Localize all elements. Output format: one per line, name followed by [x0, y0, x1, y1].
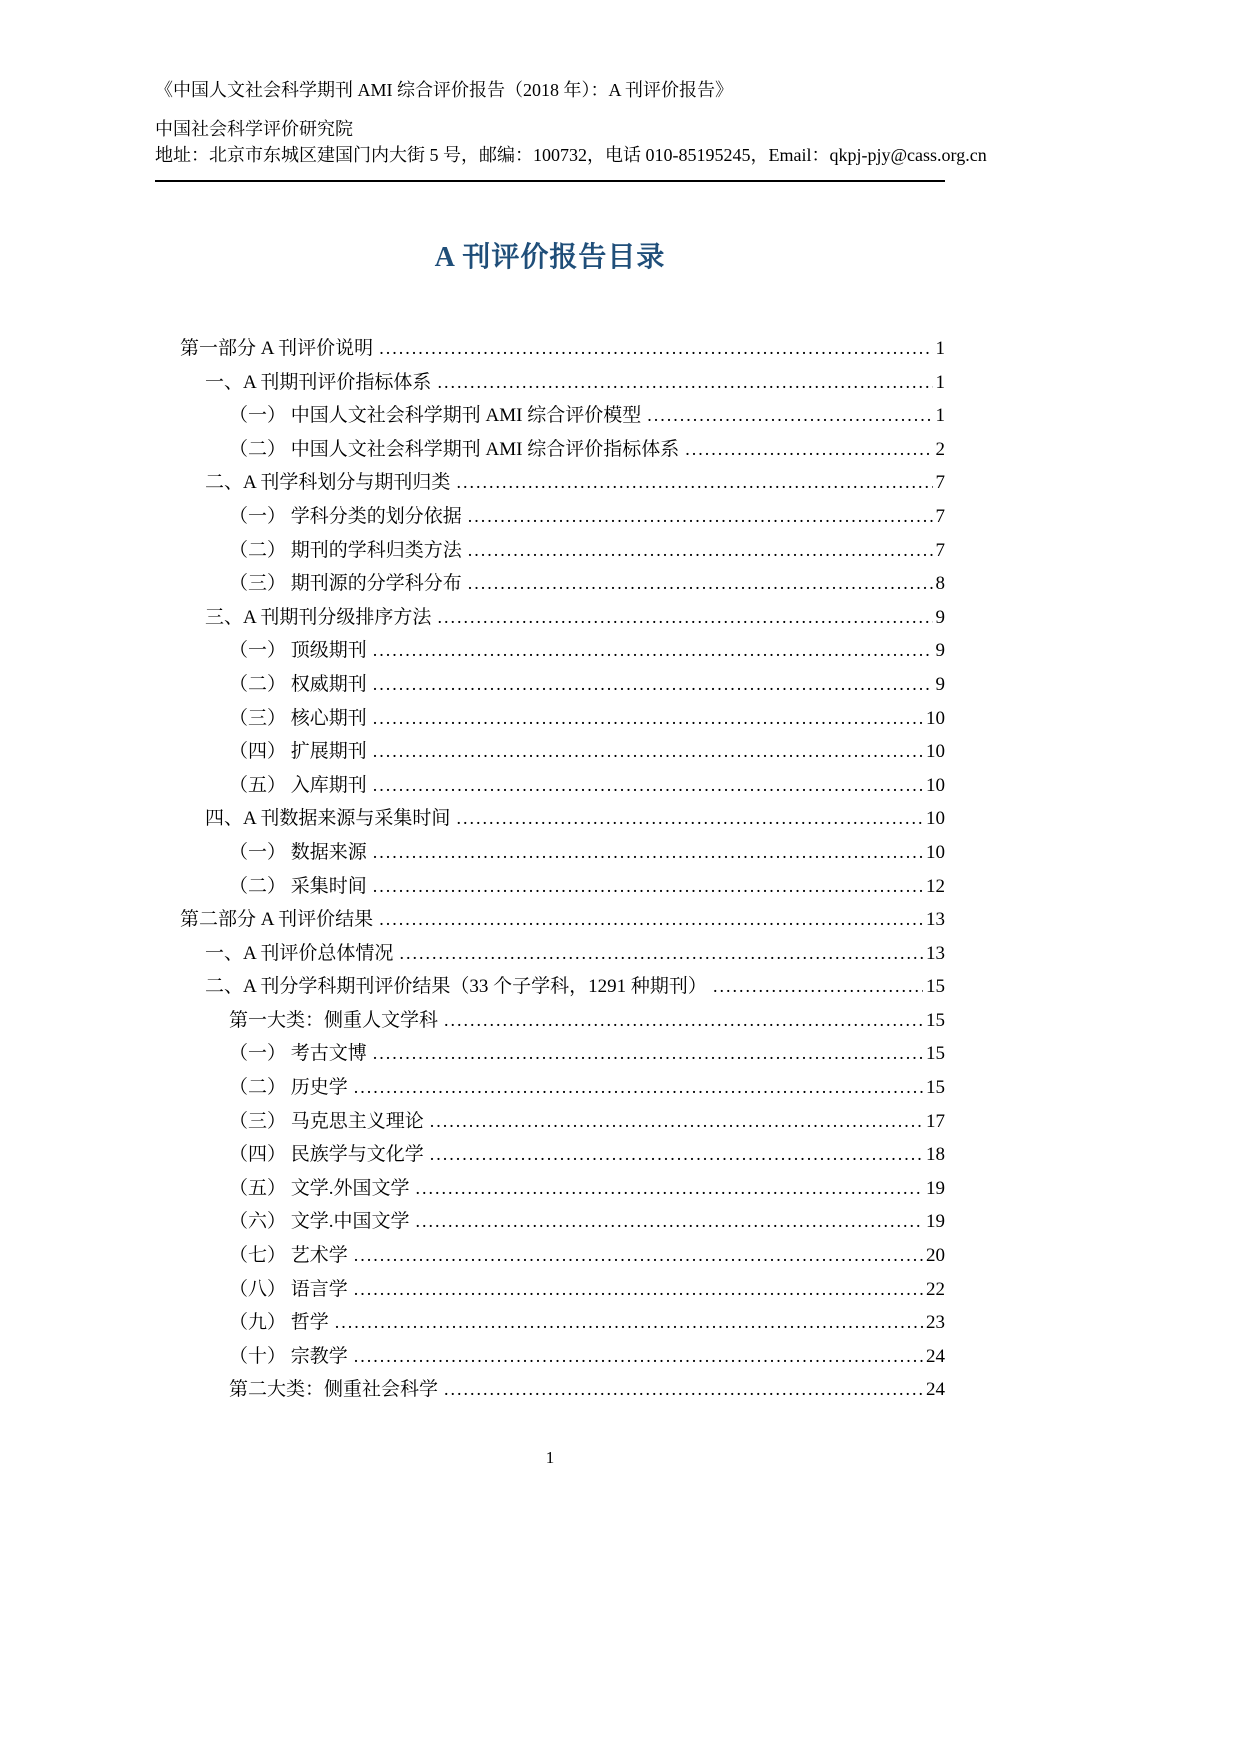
toc-entry: [155, 903, 945, 937]
toc-page-number: 1: [935, 405, 945, 427]
toc-page-number: 13: [926, 942, 945, 964]
toc-page-number: 7: [935, 539, 945, 561]
toc-entry-text: 二、A 刊学科划分与期刊归类: [205, 472, 451, 494]
toc-entry: [155, 970, 945, 1004]
toc-entry-text: 第二部分 A 刊评价结果: [180, 909, 374, 931]
toc-entry-text: （一） 中国人文社会科学期刊 AMI 综合评价模型: [229, 405, 642, 427]
toc-dot-leader: [647, 399, 932, 433]
toc-page-number: 9: [935, 640, 945, 662]
contact-info: 地址：北京市东城区建国门内大街 5 号，邮编：100732，电话 010-85195245，Email：qkpj-pjy@cass.org.cn: [155, 145, 987, 165]
toc-entry-text: （三） 核心期刊: [229, 707, 367, 729]
toc-entry: [155, 1004, 945, 1038]
toc-dot-leader: [379, 903, 923, 937]
toc-entry: [155, 1373, 945, 1407]
page-number: 1: [545, 1448, 555, 1467]
page-content: [155, 0, 987, 1407]
toc-dot-leader: [335, 1306, 923, 1340]
toc-entry-text: 一、A 刊期刊评价指标体系: [205, 371, 432, 393]
toc-page-number: 7: [935, 505, 945, 527]
toc-dot-leader: [379, 332, 932, 366]
toc-entry-text: （六） 文学.中国文学: [229, 1211, 410, 1233]
toc-page-number: 10: [926, 707, 945, 729]
toc-entry: [155, 1273, 945, 1307]
toc-title: A 刊评价报告目录: [434, 242, 666, 273]
toc-dot-leader: [437, 601, 932, 635]
toc-dot-leader: [354, 1071, 923, 1105]
toc-entry-text: （一） 学科分类的划分依据: [229, 505, 462, 527]
toc-dot-leader: [468, 500, 933, 534]
toc-dot-leader: [373, 668, 933, 702]
institute-name: 中国社会科学评价研究院: [155, 119, 353, 139]
toc-dot-leader: [354, 1340, 923, 1374]
toc-dot-leader: [456, 466, 932, 500]
toc-entry: [155, 769, 945, 803]
toc-entry: [155, 567, 945, 601]
toc-page-number: 19: [926, 1211, 945, 1233]
toc-entry-text: 第二大类：侧重社会科学: [229, 1379, 439, 1401]
toc-page-number: 24: [926, 1345, 945, 1367]
toc-entry: [155, 601, 945, 635]
toc-dot-leader: [373, 769, 923, 803]
report-title-line: 《中国人文社会科学期刊 AMI 综合评价报告（2018 年）：A 刊评价报告》: [155, 80, 734, 100]
toc-entry: [155, 500, 945, 534]
toc-dot-leader: [373, 870, 923, 904]
toc-dot-leader: [373, 702, 923, 736]
toc-entry-text: （二） 历史学: [229, 1077, 348, 1099]
toc-entry-text: （七） 艺术学: [229, 1245, 348, 1267]
toc-page-number: 10: [926, 741, 945, 763]
toc-page-number: 15: [926, 1009, 945, 1031]
header-divider: [155, 180, 945, 182]
toc-entry-text: （二） 期刊的学科归类方法: [229, 539, 462, 561]
document-header: [155, 0, 987, 182]
toc-entry-text: 一、A 刊评价总体情况: [205, 942, 394, 964]
toc-dot-leader: [468, 534, 933, 568]
toc-page-number: 2: [935, 438, 945, 460]
toc-entry: [155, 1105, 945, 1139]
toc-dot-leader: [399, 937, 923, 971]
toc-entry-text: （一） 考古文博: [229, 1043, 367, 1065]
toc-entry: [155, 399, 945, 433]
toc-page-number: 12: [926, 875, 945, 897]
toc-dot-leader: [354, 1273, 923, 1307]
toc-entry-text: （一） 数据来源: [229, 841, 367, 863]
toc-entry-text: （四） 民族学与文化学: [229, 1144, 424, 1166]
toc-page-number: 17: [926, 1110, 945, 1132]
toc-dot-leader: [713, 970, 923, 1004]
toc-entry: [155, 1037, 945, 1071]
toc-page-number: 1: [935, 371, 945, 393]
toc-entry-text: （四） 扩展期刊: [229, 741, 367, 763]
toc-dot-leader: [416, 1205, 923, 1239]
toc-entry: [155, 1205, 945, 1239]
toc-entry-text: （九） 哲学: [229, 1312, 329, 1334]
toc-entry-text: （二） 权威期刊: [229, 673, 367, 695]
toc-dot-leader: [373, 836, 923, 870]
toc-page-number: 8: [935, 573, 945, 595]
toc-page-number: 15: [926, 976, 945, 998]
toc-page-number: 10: [926, 808, 945, 830]
toc-entry: [155, 1138, 945, 1172]
toc-entry: [155, 1071, 945, 1105]
toc-list: [155, 332, 945, 1407]
toc-entry: [155, 1239, 945, 1273]
toc-entry: [155, 366, 945, 400]
toc-entry: [155, 634, 945, 668]
toc-entry: [155, 836, 945, 870]
toc-dot-leader: [354, 1239, 923, 1273]
toc-page-number: 10: [926, 841, 945, 863]
toc-page-number: 15: [926, 1077, 945, 1099]
toc-dot-leader: [444, 1004, 923, 1038]
toc-entry-text: （五） 文学.外国文学: [229, 1177, 410, 1199]
toc-page-number: 24: [926, 1379, 945, 1401]
toc-page-number: 20: [926, 1245, 945, 1267]
toc-entry-text: 三、A 刊期刊分级排序方法: [205, 606, 432, 628]
toc-dot-leader: [437, 366, 932, 400]
toc-entry: [155, 870, 945, 904]
toc-page-number: 7: [935, 472, 945, 494]
toc-page-number: 15: [926, 1043, 945, 1065]
toc-entry: [155, 668, 945, 702]
toc-entry: [155, 1340, 945, 1374]
toc-entry-text: （五） 入库期刊: [229, 774, 367, 796]
toc-page-number: 1: [935, 338, 945, 359]
toc-page-number: 9: [935, 606, 945, 628]
toc-dot-leader: [373, 735, 923, 769]
toc-entry-text: （一） 顶级期刊: [229, 640, 367, 662]
toc-dot-leader: [685, 433, 932, 467]
toc-entry: [155, 937, 945, 971]
toc-entry: [155, 332, 945, 366]
toc-entry-text: （二） 中国人文社会科学期刊 AMI 综合评价指标体系: [229, 438, 680, 460]
toc-entry-text: （二） 采集时间: [229, 875, 367, 897]
toc-dot-leader: [468, 567, 933, 601]
toc-dot-leader: [373, 634, 933, 668]
toc-entry: [155, 735, 945, 769]
toc-page-number: 18: [926, 1144, 945, 1166]
toc-entry: [155, 466, 945, 500]
toc-entry: [155, 702, 945, 736]
toc-entry: [155, 1172, 945, 1206]
toc-page-number: 13: [926, 909, 945, 931]
toc-dot-leader: [430, 1138, 923, 1172]
toc-dot-leader: [373, 1037, 923, 1071]
toc-entry: [155, 433, 945, 467]
toc-entry-text: 第一大类：侧重人文学科: [229, 1009, 439, 1031]
toc-page-number: 22: [926, 1278, 945, 1300]
toc-dot-leader: [456, 802, 923, 836]
toc-entry: [155, 1306, 945, 1340]
toc-entry-text: （十） 宗教学: [229, 1345, 348, 1367]
toc-entry-text: （八） 语言学: [229, 1278, 348, 1300]
toc-entry: [155, 802, 945, 836]
toc-dot-leader: [416, 1172, 923, 1206]
toc-page-number: 9: [935, 673, 945, 695]
toc-dot-leader: [444, 1373, 923, 1407]
toc-entry: [155, 534, 945, 568]
toc-entry-text: 二、A 刊分学科期刊评价结果（33 个子学科，1291 种期刊）: [205, 976, 707, 998]
toc-entry-text: 第一部分 A 刊评价说明: [180, 338, 374, 359]
toc-entry-text: 四、A 刊数据来源与采集时间: [205, 808, 451, 830]
toc-page-number: 19: [926, 1177, 945, 1199]
toc-entry-text: （三） 期刊源的分学科分布: [229, 573, 462, 595]
toc-dot-leader: [430, 1105, 923, 1139]
toc-page-number: 10: [926, 774, 945, 796]
toc-entry-text: （三） 马克思主义理论: [229, 1110, 424, 1132]
toc-page-number: 23: [926, 1312, 945, 1334]
